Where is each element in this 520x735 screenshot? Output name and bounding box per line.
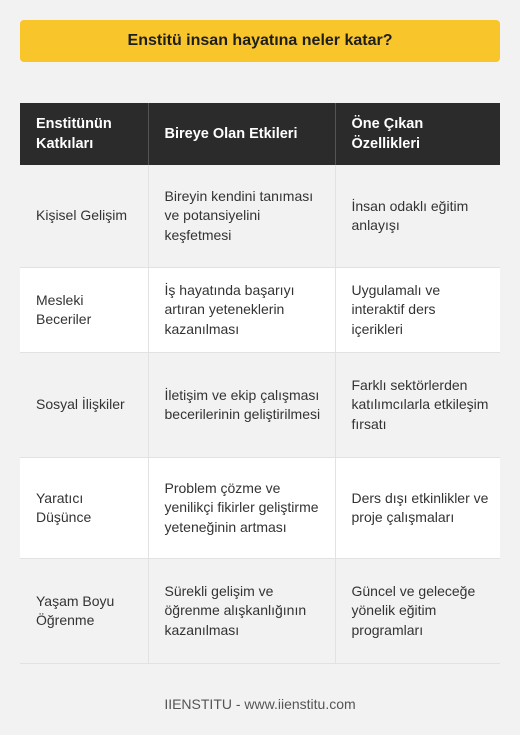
table-cell-feature: Ders dışı etkinlikler ve proje çalışmaları <box>335 458 500 559</box>
table-row <box>20 458 500 559</box>
table-cell-feature: Uygulamalı ve interaktif ders içerikleri <box>335 268 500 353</box>
column-header-contributions: Enstitünün Katkıları <box>20 103 148 165</box>
info-table <box>20 103 500 664</box>
column-header-effects: Bireye Olan Etkileri <box>148 103 335 165</box>
title-banner <box>20 20 500 62</box>
table-cell-contribution: Kişisel Gelişim <box>20 165 148 268</box>
table-cell-feature: Farklı sektörlerden katılımcılarla etkileşim fırsatı <box>335 353 500 458</box>
table-cell-contribution: Mesleki Beceriler <box>20 268 148 353</box>
table-cell-feature: İnsan odaklı eğitim anlayışı <box>335 165 500 268</box>
table-cell-contribution: Sosyal İlişkiler <box>20 353 148 458</box>
table-row <box>20 268 500 353</box>
page-title: Enstitü insan hayatına neler katar? <box>127 32 393 49</box>
table-cell-feature: Güncel ve geleceğe yönelik eğitim programları <box>335 559 500 664</box>
table-cell-effect: İş hayatında başarıyı artıran yeteneklerin kazanılması <box>148 268 335 353</box>
table-cell-effect: İletişim ve ekip çalışması becerilerinin geliştirilmesi <box>148 353 335 458</box>
table-row <box>20 559 500 664</box>
table-cell-effect: Problem çözme ve yenilikçi fikirler geliştirme yeteneğinin artması <box>148 458 335 559</box>
table-cell-contribution: Yaşam Boyu Öğrenme <box>20 559 148 664</box>
table-cell-effect: Sürekli gelişim ve öğrenme alışkanlığının kazanılması <box>148 559 335 664</box>
table-cell-effect: Bireyin kendini tanıması ve potansiyelini keşfetmesi <box>148 165 335 268</box>
table-header-row <box>20 103 500 165</box>
table-cell-contribution: Yaratıcı Düşünce <box>20 458 148 559</box>
column-header-features: Öne Çıkan Özellikleri <box>335 103 500 165</box>
table-row <box>20 353 500 458</box>
table-row <box>20 165 500 268</box>
footer-credit: IIENSTITU - www.iienstitu.com <box>164 696 356 712</box>
